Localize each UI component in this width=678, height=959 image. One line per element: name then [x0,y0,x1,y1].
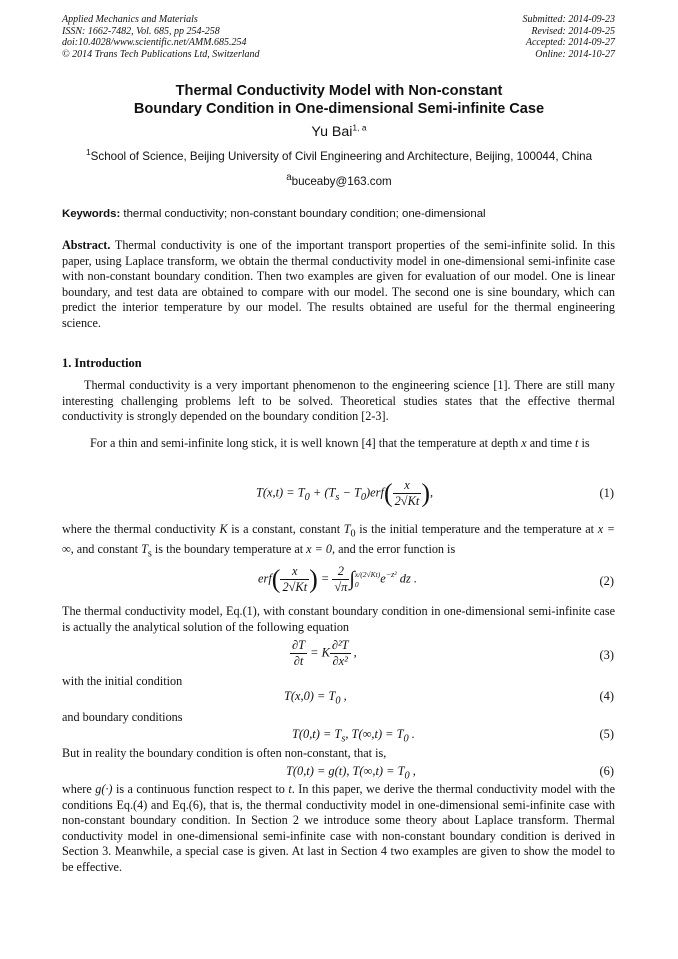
eq2-exponent: −z² [385,570,397,580]
equation-6-number: (6) [599,764,614,778]
eq6-tail: , [409,764,416,778]
eq2-paren-close: ) [309,564,318,594]
eq3-fraction-1 [290,638,307,669]
equation-5-number: (5) [599,727,614,741]
affiliation-sup: 1 [85,147,91,158]
intro-paragraph-3 [62,522,615,562]
eq2-limits [355,570,380,590]
section-heading-introduction: 1. Introduction [62,356,142,370]
p8-text-b: is a continuous function respect to [112,782,289,796]
symbol-t-2: t [288,782,292,796]
affiliation [0,147,678,163]
symbol-Ts-sub: s [147,548,152,560]
symbol-x: x [521,436,527,450]
equation-4-body [284,689,347,706]
revised-date: Revised: 2014-09-25 [531,25,615,37]
equation-3-number: (3) [599,648,614,662]
eq1-paren-open: ( [383,478,393,508]
copyright: © 2014 Trans Tech Publications Ltd, Switzerland [62,48,260,60]
eq5-sub-1: s [341,733,346,745]
eq2-integrand: e [380,571,386,586]
eq6-text: T(0,t) = g(t), T(∞,t) = T [286,764,405,778]
equation-3-body [290,638,357,669]
equation-2-number: (2) [599,574,614,588]
eq1-denominator: 2√Kt [394,494,420,508]
eq3-den-2: ∂x² [332,654,348,668]
eq1-numerator: x [393,478,422,494]
equation-4 [0,689,678,709]
eq1-lhs: T(x,t) = T [256,485,305,500]
intro-paragraph-1: Thermal conductivity is a very important phenomenon to the engineering science [1]. There are still many interesting challenging problems left to be solved. Theoretical studies states that the effective thermal conductivity is strongly depended on the boundary condition [2-3]. [62,378,615,424]
p2-text-c: is [578,436,590,450]
p2-text-b: and time [526,436,576,450]
p3-text-d: , and constant [70,542,142,557]
keywords-label: Keywords: [62,208,121,220]
eq3-tail: , [350,645,357,660]
p3-text-a: where the thermal conductivity [62,522,220,536]
eq2-fraction-1 [280,564,309,595]
eq4-sub: 0 [335,695,341,707]
eq2-den-1: 2√Kt [282,580,308,594]
equation-6 [0,764,678,784]
email-sup: a [286,172,292,183]
equation-1-number: (1) [599,486,614,500]
journal-name: Applied Mechanics and Materials [62,14,198,25]
author-sup: 1, a [352,122,367,133]
p2-text-a: For a thin and semi-infinite long stick, it is well known [4] that the temperature at depth [90,436,522,450]
p3-text-c: is the initial temperature and the temperature at [355,522,598,536]
symbol-x-inf: x = ∞ [62,522,615,557]
abstract [62,238,615,332]
intro-paragraph-7: But in reality the boundary condition is often non-constant, that is, [62,746,387,760]
title-line-1: Thermal Conductivity Model with Non-constant [175,83,503,99]
abstract-label: Abstract. [62,238,111,252]
eq1-tail: , [429,485,434,500]
eq4-tail: , [340,689,347,703]
symbol-T0: T [343,522,351,536]
eq5-text: T(0,t) = T [292,727,342,741]
email-text: buceaby@163.com [291,174,392,188]
intro-paragraph-2 [62,436,615,452]
symbol-g: g(·) [95,782,113,796]
eq2-num-2: 2 [332,564,349,580]
eq1-sub-0: 0 [304,491,310,503]
email [0,172,678,188]
eq4-text: T(x,0) = T [284,689,336,703]
eq5-mid: , T(∞,t) = T [345,727,404,741]
equation-5-body [292,727,415,744]
eq2-den-2: √π [334,580,348,594]
equation-1-body [256,478,433,509]
intro-paragraph-4: The thermal conductivity model, Eq.(1), with constant boundary condition in one-dimensional semi-infinite case is actually the analytical solution of the following equation [62,604,615,634]
eq5-sub-2: 0 [403,733,409,745]
eq3-fraction-2 [330,638,351,669]
eq3-den-1: ∂t [293,654,304,668]
author-name: Yu Bai [311,124,353,140]
equation-6-body [286,764,416,781]
p8-text-c: . In this paper, we derive the thermal conductivity model with the conditions Eq.(4) and Eq.(6), that is, the thermal conductivity model in one-dimensional semi-infinite case with non-constant boundary condition. In Section 2 we introduce some theory about Laplace transform. Thermal conductivity model in one-dimensional semi-infinite case with non-constant boundary condition is derived in Section 3. Meanwhile, a special case is given. At last in Section 4 two examples are given to show the model to be effective. [62,782,615,874]
p3-text-b: is a constant, constant [227,522,344,536]
symbol-x-zero: x = 0 [306,542,332,557]
eq2-equals: = [317,571,333,586]
header-left [62,14,260,60]
eq2-paren-open: ( [271,564,281,594]
p3-text-e: is the boundary temperature at [151,542,307,557]
abstract-text: Thermal conductivity is one of the important transport properties of the semi-infinite solid. In this paper, using Laplace transform, we obtain the thermal conductivity model in one-dimensional semi-infinite case with non-constant boundary condition. Then two examples are given for evaluation of our model. One is linear boundary, and test data are obtained to compare with our model. The second one is sine boundary, which can predict the interior temperature by our model. The results obtained are useful for the thermal engineering science. [62,238,615,330]
equation-5 [0,727,678,747]
doi: doi:10.4028/www.scientific.net/AMM.685.254 [62,37,247,49]
equation-1 [0,474,678,514]
equation-4-number: (4) [599,689,614,703]
eq3-num-1: ∂T [292,638,306,652]
accepted-date: Accepted: 2014-09-27 [525,37,615,49]
symbol-t: t [575,436,579,450]
eq2-num-1: x [280,564,309,580]
keywords [62,208,622,220]
eq2-upper-limit: x/(2√Kt) [354,569,381,579]
eq3-mid: = K [307,645,330,660]
intro-paragraph-5: with the initial condition [62,674,183,688]
eq2-integral: ∫ [349,568,355,590]
p3-text-f: , and the error function is [332,542,456,557]
eq2-fraction-2 [332,564,349,595]
eq2-lhs: erf [258,571,272,586]
eq1-sub-s: s [335,491,340,503]
paper-title [0,82,678,118]
eq1-paren-close: ) [421,478,430,508]
symbol-Ts: T [141,542,148,557]
title-line-2: Boundary Condition in One-dimensional Semi-infinite Case [133,101,545,117]
intro-paragraph-8 [62,782,615,876]
issn: ISSN: 1662-7482, Vol. 685, pp 254-258 [62,25,220,37]
affiliation-text: School of Science, Beijing University of Civil Engineering and Architecture, Beijing, 100044, China [90,150,593,163]
keywords-text: thermal conductivity; non-constant boundary condition; one-dimensional [120,208,486,220]
symbol-T0-sub: 0 [350,528,356,540]
eq2-lower-limit: 0 [354,579,359,589]
author [0,124,678,140]
eq1-mid: + (T [309,485,336,500]
eq5-tail: . [408,727,415,741]
eq1-fraction [393,478,422,509]
eq2-dz: dz . [396,571,417,586]
eq1-mid3: )erf [366,485,384,500]
eq6-sub: 0 [404,770,410,782]
eq1-mid2: − T [339,485,361,500]
equation-3 [0,636,678,676]
p8-text-a: where [62,782,96,796]
symbol-K: K [219,522,228,536]
eq3-num-2: ∂²T [331,638,349,652]
online-date: Online: 2014-10-27 [535,48,615,60]
equation-2 [0,562,678,602]
intro-paragraph-6: and boundary conditions [62,710,183,724]
submitted-date: Submitted: 2014-09-23 [522,14,615,25]
eq1-sub-0b: 0 [360,491,367,503]
equation-2-body [258,564,417,595]
header-right [523,14,616,60]
